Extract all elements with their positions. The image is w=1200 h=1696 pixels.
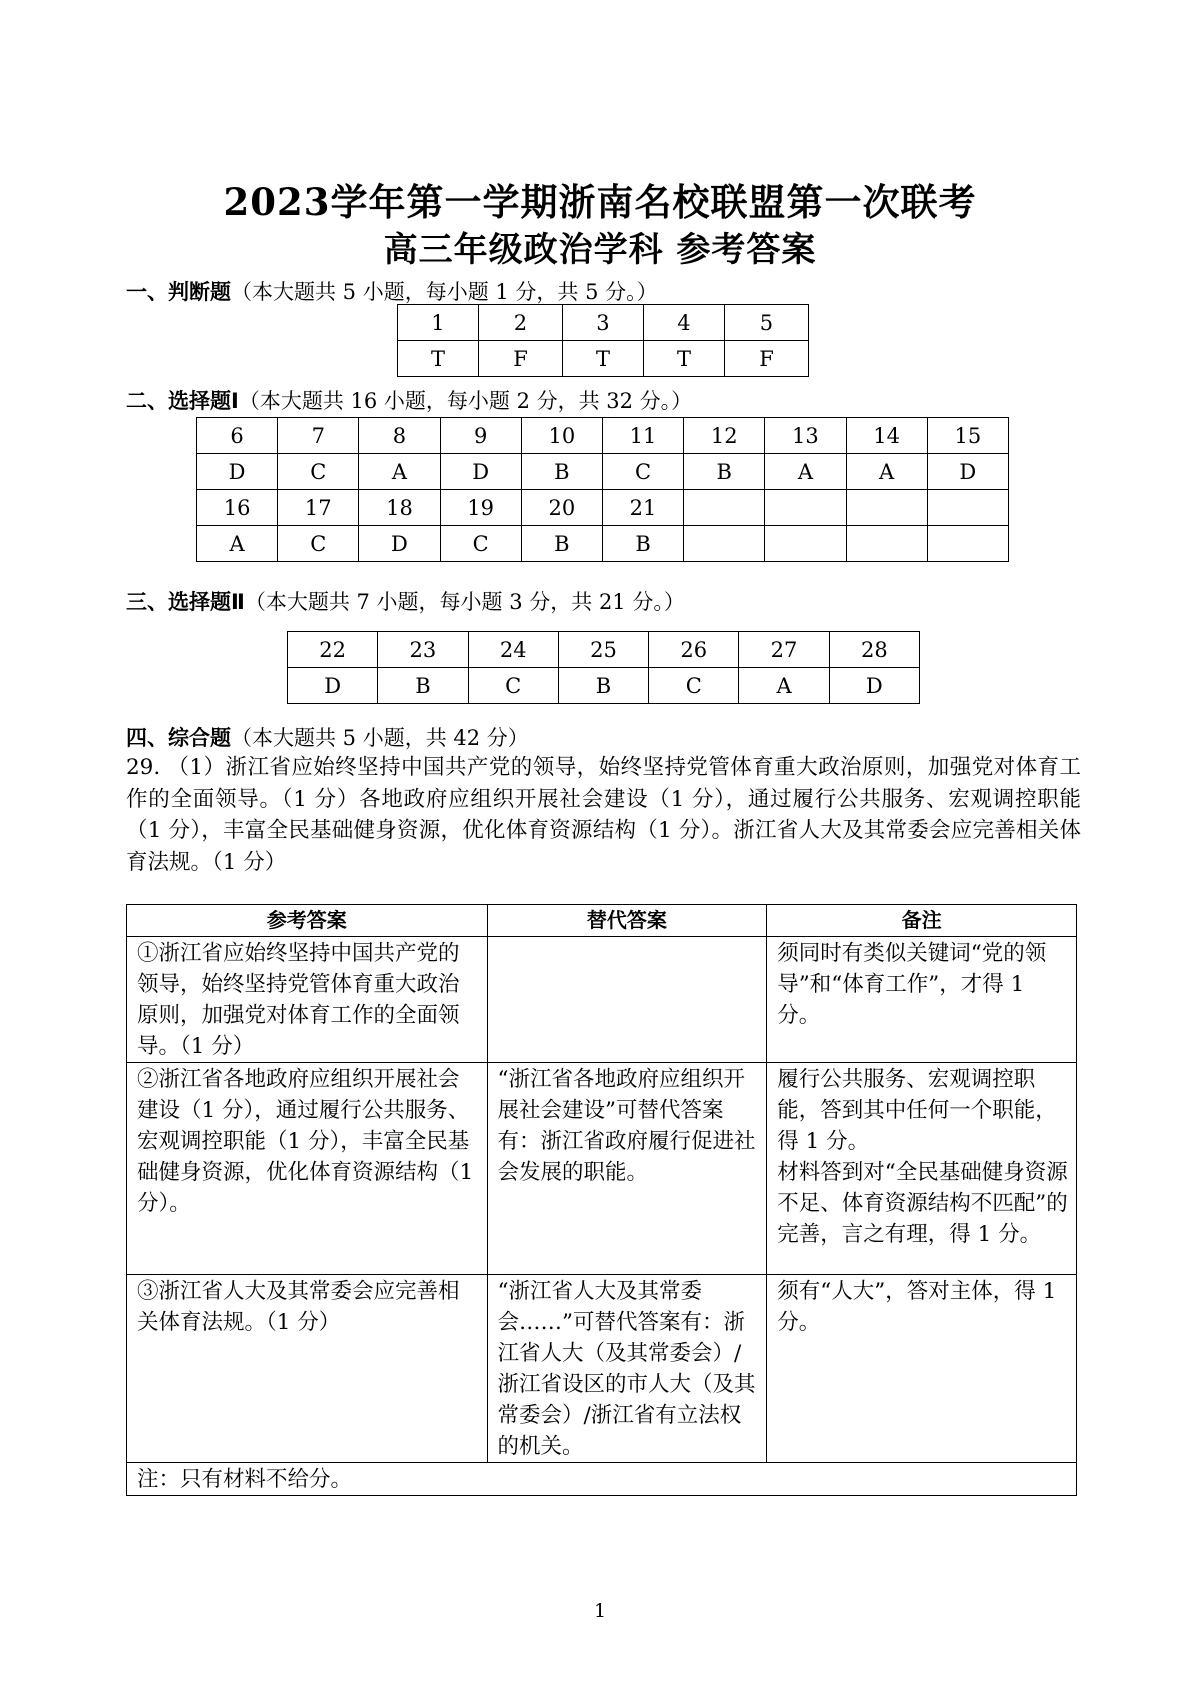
- answer-cell: T: [563, 341, 644, 377]
- question-29-answer: 29. （1）浙江省应始终坚持中国共产党的领导，始终坚持党管体育重大政治原则，加强党对体育工作的全面领导。（1 分）各地政府应组织开展社会建设（1 分），通过履行公共服务、宏观调控职能（1 分），丰富全民基础健身资源，优化体育资源结构（1 分）。浙江省人大及其常委会应完善相关体育法规。（1 分）: [126, 755, 1081, 875]
- scoring-row: [127, 937, 1077, 1063]
- scoring-detail-table: [126, 904, 1077, 1496]
- question-number: 25: [558, 632, 648, 668]
- answer-cell: C: [278, 454, 359, 490]
- section2-note: （本大题共 16 小题，每小题 2 分，共 32 分。）: [238, 389, 693, 413]
- answer-cell: A: [359, 454, 440, 490]
- section3-answer-row: [288, 668, 920, 704]
- question-number: 12: [684, 418, 765, 454]
- remark-line: 材料答到对“全民基础健身资源不足、体育资源结构不匹配”的完善，言之有理，得 1 分。: [777, 1160, 1068, 1247]
- scoring-header-row: [127, 905, 1077, 937]
- column-header-remark: 备注: [767, 905, 1077, 937]
- question-number: 17: [278, 490, 359, 526]
- answer-cell: A: [846, 454, 927, 490]
- section4-note: （本大题共 5 小题，共 42 分）: [231, 726, 529, 750]
- question-number: 14: [846, 418, 927, 454]
- section2-answer-row-1: [197, 454, 1009, 490]
- scoring-row: [127, 1275, 1077, 1463]
- question-number: 10: [521, 418, 602, 454]
- answer-cell: T: [398, 341, 479, 377]
- question-number: 24: [468, 632, 558, 668]
- question-number: 6: [197, 418, 278, 454]
- section1-answer-table: [397, 304, 809, 377]
- column-header-reference: 参考答案: [127, 905, 488, 937]
- question-number: 19: [440, 490, 521, 526]
- answer-cell: B: [558, 668, 648, 704]
- question-number: 2: [478, 305, 562, 341]
- question-number: 20: [521, 490, 602, 526]
- section2-title: 二、选择题Ⅰ: [126, 389, 239, 413]
- answer-cell: D: [288, 668, 378, 704]
- answer-cell: D: [359, 526, 440, 562]
- answer-cell: B: [521, 454, 602, 490]
- empty-cell: [927, 526, 1008, 562]
- question-number: 23: [378, 632, 468, 668]
- footnote-cell: 注：只有材料不给分。: [127, 1463, 1077, 1496]
- answer-cell: A: [197, 526, 278, 562]
- answer-cell: B: [378, 668, 468, 704]
- question-number: 18: [359, 490, 440, 526]
- column-header-alternative: 替代答案: [487, 905, 767, 937]
- question-number: 27: [739, 632, 829, 668]
- page-subtitle: 高三年级政治学科 参考答案: [383, 230, 817, 270]
- alternative-answer-cell: “浙江省人大及其常委会……”可替代答案有：浙江省人大（及其常委会）/浙江省设区的市人大（及其常委会）/浙江省有立法权的机关。: [487, 1275, 767, 1463]
- scoring-row: [127, 1063, 1077, 1275]
- answer-cell: C: [468, 668, 558, 704]
- remark-cell: [767, 1063, 1077, 1275]
- answer-cell: T: [643, 341, 724, 377]
- answer-cell: B: [521, 526, 602, 562]
- answer-cell: C: [602, 454, 683, 490]
- page-title: 2023学年第一学期浙南名校联盟第一次联考: [223, 180, 977, 224]
- empty-cell: [846, 490, 927, 526]
- answer-cell: C: [440, 526, 521, 562]
- question-number: 4: [643, 305, 724, 341]
- page-number: 1: [593, 1600, 607, 1622]
- question-number: 21: [602, 490, 683, 526]
- answer-cell: C: [278, 526, 359, 562]
- empty-cell: [765, 526, 846, 562]
- question-number: 8: [359, 418, 440, 454]
- answer-cell: F: [478, 341, 562, 377]
- section1-note: （本大题共 5 小题，每小题 1 分，共 5 分。）: [231, 280, 658, 304]
- remark-line: 履行公共服务、宏观调控职能，答到其中任何一个职能，得 1 分。: [777, 1067, 1057, 1154]
- question-number: 1: [398, 305, 479, 341]
- answer-cell: B: [602, 526, 683, 562]
- answer-cell: B: [684, 454, 765, 490]
- remark-cell: 须有“人大”，答对主体，得 1 分。: [767, 1275, 1077, 1463]
- answer-cell: D: [927, 454, 1008, 490]
- section2-heading: [126, 385, 692, 415]
- section1-title: 一、判断题: [126, 280, 231, 304]
- reference-answer-cell: ③浙江省人大及其常委会应完善相关体育法规。（1 分）: [127, 1275, 488, 1463]
- section2-answer-table: [196, 417, 1009, 562]
- question-number: 11: [602, 418, 683, 454]
- section3-title: 三、选择题Ⅱ: [126, 590, 245, 614]
- empty-cell: [846, 526, 927, 562]
- footnote-row: [127, 1463, 1077, 1496]
- question-number: 5: [724, 305, 808, 341]
- section3-note: （本大题共 7 小题，每小题 3 分，共 21 分。）: [244, 590, 685, 614]
- answer-cell: D: [440, 454, 521, 490]
- answer-cell: A: [739, 668, 829, 704]
- section4-heading: [126, 722, 529, 752]
- question-number: 22: [288, 632, 378, 668]
- section3-answer-table: [287, 631, 920, 704]
- alternative-answer-cell: [487, 937, 767, 1063]
- section4-title: 四、综合题: [126, 726, 231, 750]
- reference-answer-cell: ②浙江省各地政府应组织开展社会建设（1 分），通过履行公共服务、宏观调控职能（1 分），丰富全民基础健身资源，优化体育资源结构（1 分）。: [127, 1063, 488, 1275]
- empty-cell: [927, 490, 1008, 526]
- question-number: 9: [440, 418, 521, 454]
- answer-cell: C: [649, 668, 739, 704]
- reference-answer-cell: ①浙江省应始终坚持中国共产党的领导，始终坚持党管体育重大政治原则，加强党对体育工作的全面领导。（1 分）: [127, 937, 488, 1063]
- section2-number-row-2: [197, 490, 1009, 526]
- question-number: 3: [563, 305, 644, 341]
- question-number: 26: [649, 632, 739, 668]
- question-number: 28: [829, 632, 919, 668]
- alternative-answer-cell: “浙江省各地政府应组织开展社会建设”可替代答案有：浙江省政府履行促进社会发展的职能。: [487, 1063, 767, 1275]
- question-number: 15: [927, 418, 1008, 454]
- section2-number-row-1: [197, 418, 1009, 454]
- section1-number-row: [398, 305, 809, 341]
- empty-cell: [684, 526, 765, 562]
- empty-cell: [765, 490, 846, 526]
- section1-heading: [126, 276, 658, 306]
- answer-cell: A: [765, 454, 846, 490]
- section3-heading: [126, 586, 685, 616]
- question-number: 16: [197, 490, 278, 526]
- question-number: 13: [765, 418, 846, 454]
- section2-answer-row-2: [197, 526, 1009, 562]
- section1-answer-row: [398, 341, 809, 377]
- answer-cell: D: [197, 454, 278, 490]
- answer-cell: F: [724, 341, 808, 377]
- empty-cell: [684, 490, 765, 526]
- section3-number-row: [288, 632, 920, 668]
- remark-cell: 须同时有类似关键词“党的领导”和“体育工作”，才得 1 分。: [767, 937, 1077, 1063]
- answer-cell: D: [829, 668, 919, 704]
- question-number: 7: [278, 418, 359, 454]
